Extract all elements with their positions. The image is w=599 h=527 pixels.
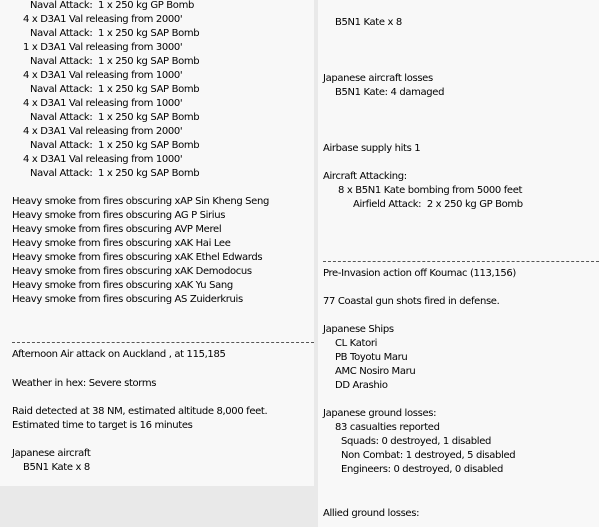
supply-hits-line: Airbase supply hits 1 [323,143,421,154]
smoke-line: Heavy smoke from fires obscuring xAK Demodocus [12,266,252,277]
coastal-guns-line: 77 Coastal gun shots fired in defense. [323,296,500,307]
report-line: Naval Attack: 1 x 250 kg SAP Bomb [30,28,200,39]
losses-line: B5N1 Kate: 4 damaged [335,87,445,98]
airfield-attack-line: Airfield Attack: 2 x 250 kg GP Bomb [353,199,523,210]
report-line: 1 x D3A1 Val releasing from 3000' [23,42,183,53]
allied-losses-heading: Allied ground losses: [323,508,420,519]
aircraft-heading: Japanese aircraft [12,448,91,459]
report-line: Naval Attack: 1 x 250 kg SAP Bomb [30,84,200,95]
smoke-line: Heavy smoke from fires obscuring xAK Hai Lee [12,238,231,249]
smoke-line: Heavy smoke from fires obscuring AS Zuiderkruis [12,294,243,305]
report-line: Naval Attack: 1 x 250 kg SAP Bomb [30,140,200,151]
smoke-line: Heavy smoke from fires obscuring xAP Sin Kheng Seng [12,196,269,207]
section-divider [323,261,599,262]
ship-line: CL Katori [335,338,378,349]
report-line: 4 x D3A1 Val releasing from 1000' [23,70,183,81]
ground-losses-heading: Japanese ground losses: [323,408,437,419]
ship-line: AMC Nosiro Maru [335,366,416,377]
casualties-line: 83 casualties reported [335,422,440,433]
report-line: Naval Attack: 1 x 250 kg SAP Bomb [30,112,200,123]
combat-report-right-pane[interactable] [318,0,599,527]
ship-line: PB Toyotu Maru [335,352,408,363]
report-line: Naval Attack: 1 x 250 kg SAP Bomb [30,168,200,179]
report-line: 4 x D3A1 Val releasing from 2000' [23,126,183,137]
losses-heading: Japanese aircraft losses [323,73,433,84]
ship-line: DD Arashio [335,380,388,391]
aircraft-line: B5N1 Kate x 8 [335,17,402,28]
smoke-line: Heavy smoke from fires obscuring xAK Yu Sang [12,280,233,291]
report-line: Naval Attack: 1 x 250 kg SAP Bomb [30,56,200,67]
invasion-header: Pre-Invasion action off Koumac (113,156) [323,268,516,279]
squads-line: Squads: 0 destroyed, 1 disabled [341,436,492,447]
raid-detected-line: Raid detected at 38 NM, estimated altitude 8,000 feet. [12,406,268,417]
smoke-line: Heavy smoke from fires obscuring AG P Sirius [12,210,226,221]
aircraft-line: B5N1 Kate x 8 [23,462,90,473]
ships-heading: Japanese Ships [323,324,394,335]
smoke-line: Heavy smoke from fires obscuring xAK Ethel Edwards [12,252,263,263]
attack-header: Afternoon Air attack on Auckland , at 115,185 [12,349,226,360]
section-divider [12,342,314,343]
smoke-line: Heavy smoke from fires obscuring AVP Merel [12,224,222,235]
engineers-line: Engineers: 0 destroyed, 0 disabled [341,464,503,475]
attacking-line: 8 x B5N1 Kate bombing from 5000 feet [338,185,523,196]
report-line: 4 x D3A1 Val releasing from 1000' [23,154,183,165]
report-line: 4 x D3A1 Val releasing from 1000' [23,98,183,109]
weather-line: Weather in hex: Severe storms [12,378,157,389]
time-to-target-line: Estimated time to target is 16 minutes [12,420,193,431]
attacking-heading: Aircraft Attacking: [323,171,407,182]
non-combat-line: Non Combat: 1 destroyed, 5 disabled [341,450,516,461]
report-line: Naval Attack: 1 x 250 kg GP Bomb [30,0,194,11]
report-line: 4 x D3A1 Val releasing from 2000' [23,14,183,25]
combat-report-left-pane[interactable] [0,0,314,486]
